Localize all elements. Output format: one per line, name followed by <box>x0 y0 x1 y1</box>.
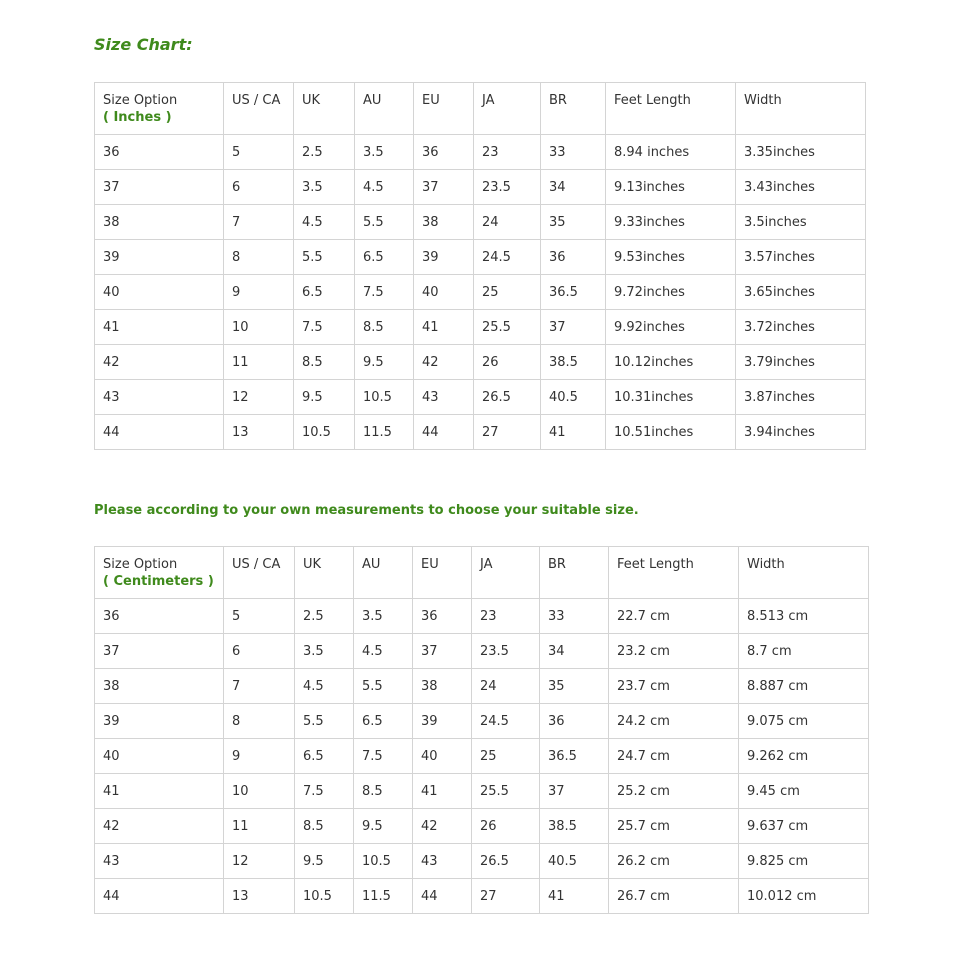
column-header <box>224 83 294 135</box>
table-cell: 24.7 cm <box>609 739 739 774</box>
measurement-note: Please according to your own measurements to choose your suitable size. <box>94 503 639 518</box>
column-header-label: AU <box>363 93 382 108</box>
table-cell: 6 <box>224 634 295 669</box>
table-cell: 37 <box>414 170 474 205</box>
table-cell: 7.5 <box>295 774 354 809</box>
table-cell: 38.5 <box>540 809 609 844</box>
table-row <box>95 310 866 345</box>
table-cell: 3.43inches <box>736 170 866 205</box>
size-table-inches <box>94 82 866 450</box>
table-cell: 3.94inches <box>736 415 866 450</box>
table-cell: 36.5 <box>541 275 606 310</box>
unit-label: ( Centimeters ) <box>103 574 214 589</box>
table-cell: 8.887 cm <box>739 669 869 704</box>
column-header-label: Size Option <box>103 557 178 572</box>
table-cell: 26.5 <box>472 844 540 879</box>
size-table-centimeters <box>94 546 869 914</box>
table-cell: 41 <box>413 774 472 809</box>
table-cell: 3.5 <box>355 135 414 170</box>
table-cell: 26.2 cm <box>609 844 739 879</box>
table-cell: 41 <box>540 879 609 914</box>
table-cell: 8.5 <box>294 345 355 380</box>
table-cell: 9.5 <box>294 380 355 415</box>
table-cell: 13 <box>224 879 295 914</box>
table-cell: 44 <box>95 879 224 914</box>
table-cell: 9.92inches <box>606 310 736 345</box>
table-cell: 6.5 <box>295 739 354 774</box>
table-cell: 6.5 <box>294 275 355 310</box>
table-cell: 11 <box>224 345 294 380</box>
table-cell: 12 <box>224 844 295 879</box>
table-cell: 6.5 <box>354 704 413 739</box>
table-cell: 4.5 <box>355 170 414 205</box>
table-cell: 11.5 <box>354 879 413 914</box>
table-row <box>95 634 869 669</box>
table-cell: 8.7 cm <box>739 634 869 669</box>
table-cell: 40 <box>95 275 224 310</box>
table-cell: 10 <box>224 774 295 809</box>
table-cell: 10.012 cm <box>739 879 869 914</box>
table-cell: 8.5 <box>354 774 413 809</box>
table-row <box>95 380 866 415</box>
table-cell: 36.5 <box>540 739 609 774</box>
column-header-label: Width <box>744 93 782 108</box>
table-header-row <box>95 83 866 135</box>
table-cell: 3.72inches <box>736 310 866 345</box>
table-cell: 3.79inches <box>736 345 866 380</box>
table-cell: 37 <box>95 634 224 669</box>
table-cell: 7.5 <box>294 310 355 345</box>
table-cell: 36 <box>414 135 474 170</box>
table-row <box>95 704 869 739</box>
table-header-row <box>95 547 869 599</box>
table-cell: 2.5 <box>294 135 355 170</box>
column-header-label: AU <box>362 557 381 572</box>
table-cell: 8 <box>224 240 294 275</box>
table-cell: 11.5 <box>355 415 414 450</box>
table-cell: 9.33inches <box>606 205 736 240</box>
table-cell: 26 <box>474 345 541 380</box>
table-cell: 36 <box>413 599 472 634</box>
column-header <box>95 547 224 599</box>
table-cell: 8.94 inches <box>606 135 736 170</box>
table-cell: 9.72inches <box>606 275 736 310</box>
page-title: Size Chart: <box>94 35 193 54</box>
table-cell: 10.31inches <box>606 380 736 415</box>
table-cell: 5.5 <box>295 704 354 739</box>
column-header <box>736 83 866 135</box>
table-cell: 37 <box>540 774 609 809</box>
column-header <box>413 547 472 599</box>
column-header-label: UK <box>302 93 321 108</box>
column-header <box>541 83 606 135</box>
column-header <box>540 547 609 599</box>
table-cell: 36 <box>540 704 609 739</box>
column-header <box>294 83 355 135</box>
table-cell: 40 <box>413 739 472 774</box>
table-cell: 23.7 cm <box>609 669 739 704</box>
table-cell: 38 <box>414 205 474 240</box>
table-cell: 39 <box>414 240 474 275</box>
table-cell: 38 <box>95 205 224 240</box>
table-cell: 9.5 <box>354 809 413 844</box>
table-row <box>95 275 866 310</box>
table-cell: 6 <box>224 170 294 205</box>
table-cell: 10.5 <box>294 415 355 450</box>
table-cell: 43 <box>413 844 472 879</box>
table-cell: 3.65inches <box>736 275 866 310</box>
table-row <box>95 809 869 844</box>
table-cell: 4.5 <box>354 634 413 669</box>
table-cell: 10.12inches <box>606 345 736 380</box>
table-cell: 34 <box>541 170 606 205</box>
table-cell: 26.5 <box>474 380 541 415</box>
table-cell: 3.87inches <box>736 380 866 415</box>
table-cell: 41 <box>95 310 224 345</box>
table-cell: 39 <box>95 240 224 275</box>
column-header-label: US / CA <box>232 93 281 108</box>
table-row <box>95 345 866 380</box>
table-cell: 39 <box>413 704 472 739</box>
table-cell: 9.13inches <box>606 170 736 205</box>
table-row <box>95 669 869 704</box>
column-header-label: Feet Length <box>614 93 691 108</box>
table-cell: 36 <box>541 240 606 275</box>
table-row <box>95 170 866 205</box>
table-cell: 5.5 <box>294 240 355 275</box>
table-cell: 40 <box>95 739 224 774</box>
table-row <box>95 739 869 774</box>
table-cell: 24.5 <box>472 704 540 739</box>
table-cell: 42 <box>414 345 474 380</box>
table-cell: 23 <box>474 135 541 170</box>
table-cell: 23 <box>472 599 540 634</box>
table-cell: 27 <box>474 415 541 450</box>
table-cell: 10.5 <box>295 879 354 914</box>
table-cell: 9.5 <box>355 345 414 380</box>
table-cell: 10 <box>224 310 294 345</box>
table-row <box>95 135 866 170</box>
table-cell: 26 <box>472 809 540 844</box>
table-cell: 23.2 cm <box>609 634 739 669</box>
column-header <box>355 83 414 135</box>
table-cell: 9.825 cm <box>739 844 869 879</box>
table-cell: 5.5 <box>355 205 414 240</box>
table-cell: 3.5inches <box>736 205 866 240</box>
table-cell: 44 <box>95 415 224 450</box>
table-cell: 43 <box>414 380 474 415</box>
table-cell: 40.5 <box>541 380 606 415</box>
table-cell: 9.5 <box>295 844 354 879</box>
table-cell: 41 <box>95 774 224 809</box>
table-cell: 42 <box>413 809 472 844</box>
table-cell: 37 <box>541 310 606 345</box>
table-cell: 40 <box>414 275 474 310</box>
table-cell: 7.5 <box>355 275 414 310</box>
table-cell: 36 <box>95 135 224 170</box>
table-row <box>95 415 866 450</box>
column-header <box>354 547 413 599</box>
table-cell: 33 <box>541 135 606 170</box>
table-cell: 23.5 <box>474 170 541 205</box>
table-cell: 4.5 <box>295 669 354 704</box>
table-cell: 8.5 <box>355 310 414 345</box>
column-header-label: UK <box>303 557 322 572</box>
table-cell: 43 <box>95 380 224 415</box>
table-cell: 3.5 <box>354 599 413 634</box>
table-cell: 39 <box>95 704 224 739</box>
column-header-label: Width <box>747 557 785 572</box>
table-cell: 24 <box>472 669 540 704</box>
table-cell: 6.5 <box>355 240 414 275</box>
table-cell: 38 <box>413 669 472 704</box>
table-cell: 10.5 <box>354 844 413 879</box>
table-cell: 40.5 <box>540 844 609 879</box>
table-cell: 37 <box>95 170 224 205</box>
column-header-label: Feet Length <box>617 557 694 572</box>
table-cell: 10.51inches <box>606 415 736 450</box>
table-cell: 3.5 <box>295 634 354 669</box>
column-header-label: BR <box>548 557 566 572</box>
column-header <box>739 547 869 599</box>
table-cell: 12 <box>224 380 294 415</box>
column-header-label: JA <box>482 93 495 108</box>
table-cell: 8.513 cm <box>739 599 869 634</box>
table-cell: 34 <box>540 634 609 669</box>
table-cell: 36 <box>95 599 224 634</box>
table-cell: 24.2 cm <box>609 704 739 739</box>
column-header-label: Size Option <box>103 93 178 108</box>
column-header <box>472 547 540 599</box>
table-cell: 26.7 cm <box>609 879 739 914</box>
table-cell: 44 <box>413 879 472 914</box>
table-cell: 5 <box>224 135 294 170</box>
table-cell: 43 <box>95 844 224 879</box>
table-cell: 10.5 <box>355 380 414 415</box>
table-cell: 8.5 <box>295 809 354 844</box>
table-cell: 35 <box>541 205 606 240</box>
column-header-label: US / CA <box>232 557 281 572</box>
column-header <box>606 83 736 135</box>
table-cell: 7.5 <box>354 739 413 774</box>
column-header-label: EU <box>421 557 439 572</box>
table-cell: 13 <box>224 415 294 450</box>
table-cell: 44 <box>414 415 474 450</box>
column-header <box>609 547 739 599</box>
table-cell: 5 <box>224 599 295 634</box>
table-cell: 2.5 <box>295 599 354 634</box>
table-cell: 33 <box>540 599 609 634</box>
table-cell: 42 <box>95 809 224 844</box>
table-cell: 5.5 <box>354 669 413 704</box>
table-cell: 3.57inches <box>736 240 866 275</box>
table-cell: 9.53inches <box>606 240 736 275</box>
column-header <box>474 83 541 135</box>
table-cell: 24 <box>474 205 541 240</box>
table-cell: 25 <box>474 275 541 310</box>
table-cell: 9.262 cm <box>739 739 869 774</box>
column-header <box>414 83 474 135</box>
table-cell: 9 <box>224 739 295 774</box>
table-cell: 9.637 cm <box>739 809 869 844</box>
table-cell: 22.7 cm <box>609 599 739 634</box>
table-cell: 9.45 cm <box>739 774 869 809</box>
table-cell: 3.5 <box>294 170 355 205</box>
table-cell: 35 <box>540 669 609 704</box>
table-row <box>95 599 869 634</box>
table-cell: 8 <box>224 704 295 739</box>
table-cell: 4.5 <box>294 205 355 240</box>
table-cell: 7 <box>224 669 295 704</box>
table-cell: 41 <box>414 310 474 345</box>
unit-label: ( Inches ) <box>103 110 172 125</box>
column-header-label: BR <box>549 93 567 108</box>
table-row <box>95 240 866 275</box>
table-cell: 9.075 cm <box>739 704 869 739</box>
table-cell: 38.5 <box>541 345 606 380</box>
table-cell: 25.2 cm <box>609 774 739 809</box>
table-cell: 3.35inches <box>736 135 866 170</box>
table-cell: 24.5 <box>474 240 541 275</box>
table-cell: 27 <box>472 879 540 914</box>
table-cell: 25 <box>472 739 540 774</box>
column-header <box>295 547 354 599</box>
column-header <box>95 83 224 135</box>
table-cell: 23.5 <box>472 634 540 669</box>
table-cell: 41 <box>541 415 606 450</box>
table-cell: 25.5 <box>474 310 541 345</box>
column-header <box>224 547 295 599</box>
table-row <box>95 774 869 809</box>
table-cell: 42 <box>95 345 224 380</box>
table-row <box>95 205 866 240</box>
column-header-label: JA <box>480 557 493 572</box>
table-cell: 37 <box>413 634 472 669</box>
table-cell: 25.7 cm <box>609 809 739 844</box>
column-header-label: EU <box>422 93 440 108</box>
table-cell: 38 <box>95 669 224 704</box>
table-row <box>95 879 869 914</box>
table-row <box>95 844 869 879</box>
table-cell: 7 <box>224 205 294 240</box>
table-cell: 25.5 <box>472 774 540 809</box>
table-cell: 9 <box>224 275 294 310</box>
table-cell: 11 <box>224 809 295 844</box>
